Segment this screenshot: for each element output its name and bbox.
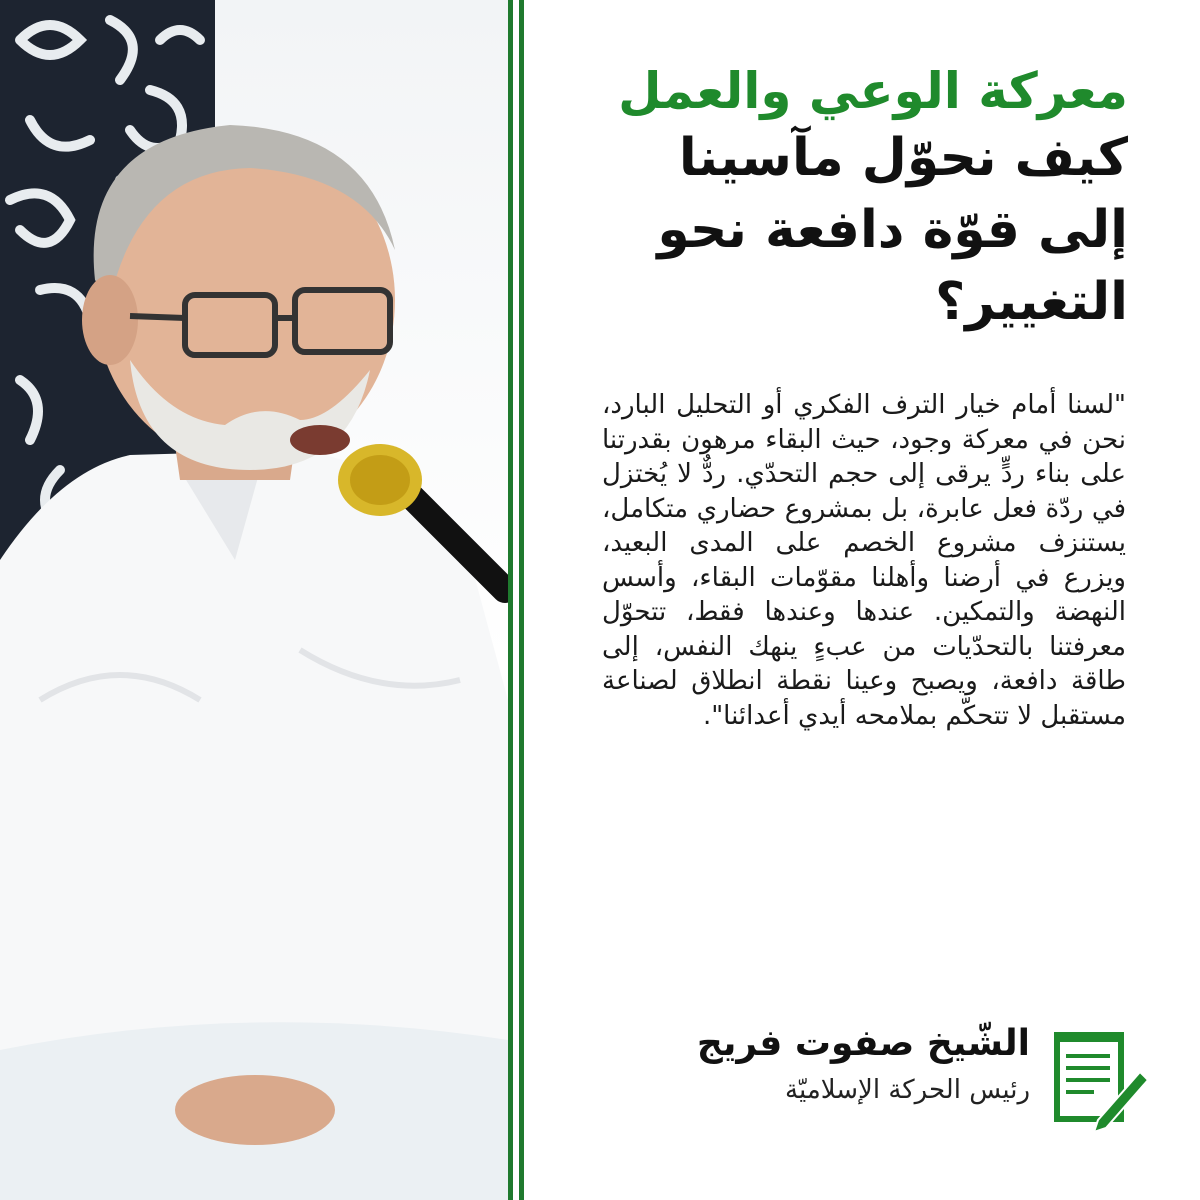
speaker-title: رئيس الحركة الإسلاميّة	[785, 1075, 1030, 1105]
notepad-pen-icon	[1050, 1024, 1150, 1134]
speaker-figure	[0, 0, 508, 1200]
speaker-name: الشّيخ صفوت فريج	[696, 1023, 1030, 1064]
speaker-photo	[0, 0, 508, 1200]
quote-paragraph: "لسنا أمام خيار الترف الفكري أو التحليل البارد، نحن في معركة وجود، حيث البقاء مرهون بقدرتنا على بناء ردٍّ يرقى إلى حجم التحدّي. ردٌّ لا يُختزل في ردّة فعل عابرة، بل بمشروع حضاري متكامل، يستنزف مشروع الخصم على المدى البعيد، ويزرع في أرضنا وأهلنا مقوّمات البقاء، وأسس النهضة والتمكين. عندها وعندها فقط، تتحوّل معرفتنا بالتحدّيات من عبءٍ ينهك النفس، إلى طاقة دافعة، ويصبح وعينا نقطة انطلاق لصناعة مستقبل لا تتحكّم بملامحه أيدي أعدائنا".	[602, 390, 1126, 731]
main-headline: كيف نحوّل مآسينا إلى قوّة دافعة نحو التغيير؟	[657, 128, 1128, 332]
kicker-title: معركة الوعي والعمل	[618, 62, 1128, 120]
green-divider	[508, 0, 524, 1200]
signature-text	[697, 1020, 1030, 1112]
headline-block	[580, 60, 1128, 338]
